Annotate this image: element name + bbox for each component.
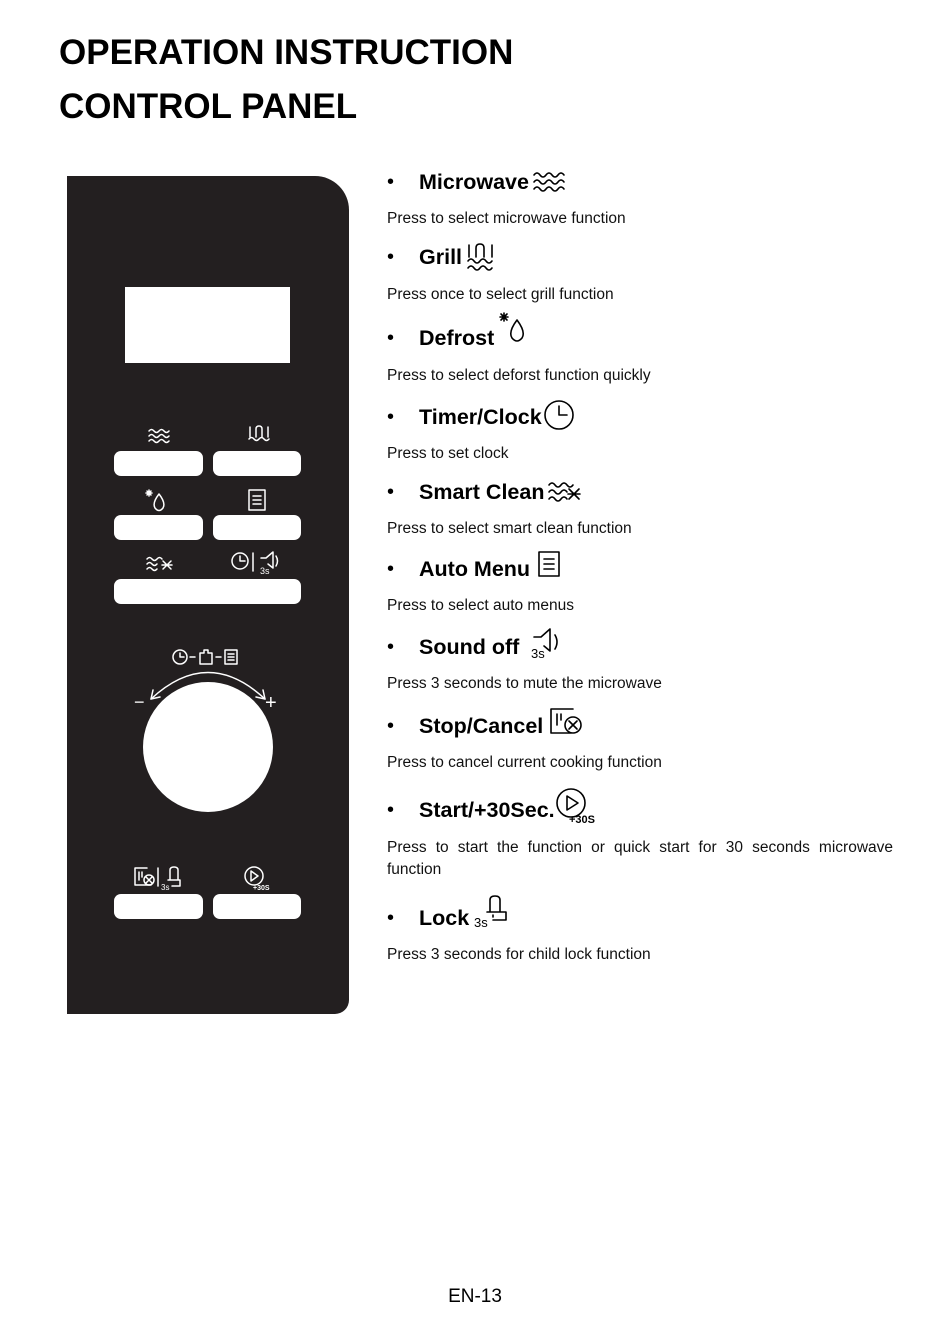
section-title: CONTROL PANEL — [59, 87, 358, 126]
start-small-label: +30S — [253, 885, 270, 892]
stop-lock-icon — [133, 866, 189, 892]
defrost-icon — [499, 312, 529, 352]
function-name: Start/+30Sec. — [419, 798, 555, 822]
smart-clean-icon — [547, 479, 583, 509]
function-name: Grill — [419, 245, 463, 269]
sound-off-icon — [530, 627, 566, 663]
function-description: Press 3 seconds to mute the microwave — [387, 675, 662, 692]
function-description: Press to select auto menus — [387, 597, 574, 614]
control-panel-diagram — [67, 176, 349, 1014]
function-description: Press to cancel current cooking function — [387, 754, 662, 771]
function-description: Press to start the function or quick start for 30 seconds microwave function — [387, 839, 893, 878]
lock-icon — [474, 894, 510, 930]
start-30s-icon — [555, 787, 599, 827]
auto-menu-icon — [537, 550, 563, 582]
icon-label: +30S — [569, 814, 595, 826]
function-name: Timer/Clock — [419, 405, 542, 429]
stop-cancel-icon — [549, 707, 585, 739]
sound-off-small-label: 3s — [260, 566, 270, 576]
function-description: Press to set clock — [387, 445, 509, 462]
start-30s-icon — [243, 864, 279, 892]
function-name: Defrost — [419, 326, 495, 350]
microwave-icon — [532, 169, 568, 199]
page-title: OPERATION INSTRUCTION — [59, 33, 514, 72]
page-number: EN-13 — [448, 1286, 502, 1307]
stop-cancel-button[interactable] — [114, 894, 203, 919]
lock-small-label: 3s — [161, 883, 170, 892]
function-description: Press to select microwave function — [387, 210, 626, 227]
control-dial[interactable] — [143, 682, 273, 812]
function-name: Auto Menu — [419, 557, 531, 581]
function-description: Press once to select grill function — [387, 286, 614, 303]
function-description: Press 3 seconds for child lock function — [387, 946, 651, 963]
grill-icon — [466, 243, 498, 273]
function-name: Lock — [419, 906, 470, 930]
start-button[interactable] — [213, 894, 301, 919]
dial-plus-sign: + — [265, 692, 277, 714]
clock-icon — [543, 399, 577, 433]
icon-label: 3s — [531, 646, 545, 661]
icon-label: 3s — [474, 915, 488, 930]
function-name: Sound off — [419, 635, 520, 659]
function-description: Press to select smart clean function — [387, 520, 632, 537]
dial-minus-sign: − — [134, 692, 145, 712]
function-name: Stop/Cancel — [419, 714, 544, 738]
function-name: Smart Clean — [419, 480, 545, 504]
function-name: Microwave — [419, 170, 529, 194]
function-description: Press to select deforst function quickly — [387, 367, 651, 384]
